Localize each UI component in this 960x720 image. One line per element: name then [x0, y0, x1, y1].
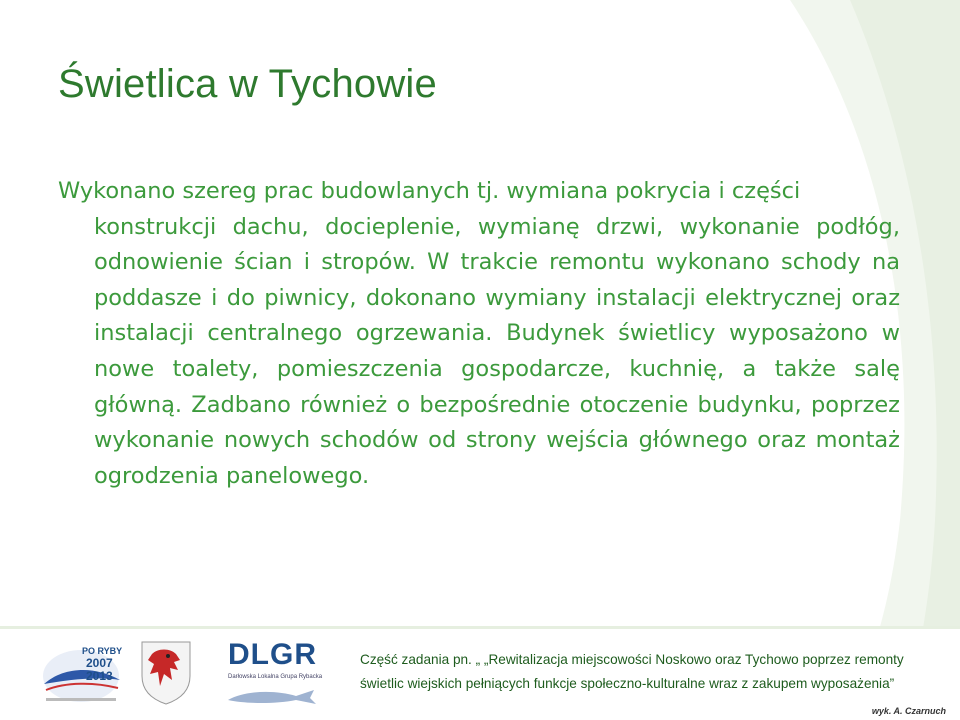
project-line-2: świetlic wiejskich pełniących funkcje społeczno-kulturalne wraz z zakupem wyposażenia”: [360, 676, 895, 691]
rybka-text-1: PO RYBY: [82, 646, 123, 656]
coat-of-arms-icon: [138, 638, 194, 706]
project-line-1: Część zadania pn. „ „Rewitalizacja miejscowości Noskowo oraz Tychowo poprzez remonty: [360, 652, 904, 667]
rybka-text-3: 2013: [86, 669, 113, 683]
author-credit: wyk. A. Czarnuch: [871, 706, 946, 716]
po-ryby-logo-icon: [36, 636, 126, 708]
fish-wave-icon: [226, 688, 322, 706]
slide-title: Świetlica w Tychowie: [58, 62, 437, 106]
project-description: [360, 648, 940, 696]
slide-body: [58, 174, 900, 494]
dlgr-logo: [222, 638, 326, 708]
rybka-text-2: 2007: [86, 656, 113, 670]
dlgr-logo-text: DLGR: [228, 638, 317, 671]
footer: [0, 626, 960, 720]
body-rest: konstrukcji dachu, docieplenie, wymianę drzwi, wykonanie podłóg, odnowienie ścian i stropów. W trakcie remontu wykonano schody na poddasze i do piwnicy, dokonano wymiany instalacji elektrycznej oraz instalacji centralnego ogrzewania. Budynek świetlicy wyposażono w nowe toalety, pomieszczenia gospodarcze, kuchnię, a także salę główną. Zadbano również o bezpośrednie otoczenie budynku, poprzez wykonanie nowych schodów od strony wejścia głównego oraz montaż ogrodzenia panelowego.: [94, 213, 900, 489]
body-first-line: Wykonano szereg prac budowlanych tj. wymiana pokrycia i części: [58, 178, 801, 204]
footer-divider: [0, 626, 960, 629]
dlgr-logo-subtitle: Darłowska Lokalna Grupa Rybacka: [228, 674, 323, 680]
